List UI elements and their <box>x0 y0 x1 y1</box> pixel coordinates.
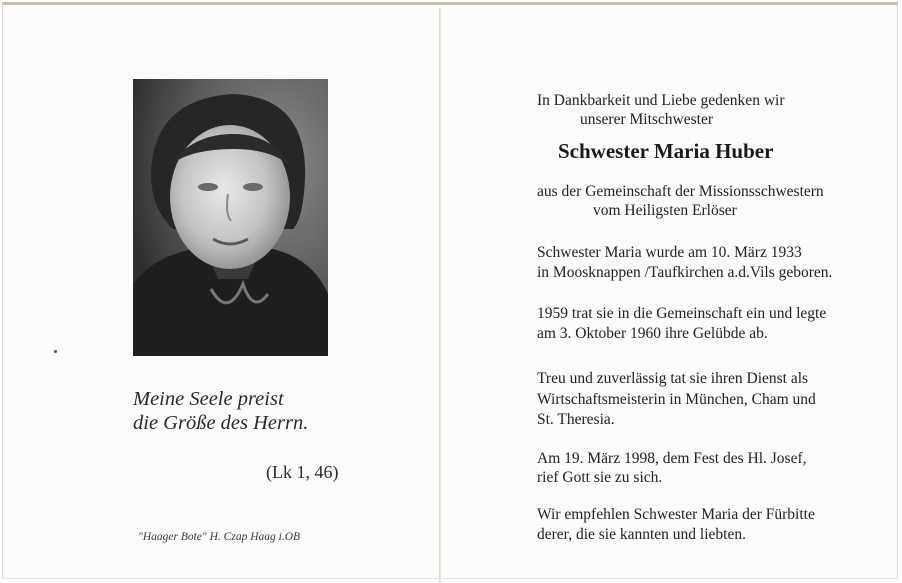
closing-line-2: derer, die sie kannten und liebten. <box>537 526 746 543</box>
community-line-1: aus der Gemeinschaft der Missionsschwestern <box>537 183 824 200</box>
closing-line-1: Wir empfehlen Schwester Maria der Fürbitte <box>537 506 815 523</box>
verse-line-1: Meine Seele preist <box>133 388 284 410</box>
deceased-name: Schwester Maria Huber <box>558 139 774 163</box>
verse-line-2: die Größe des Herrn. <box>133 412 309 434</box>
paper-speck <box>54 350 57 353</box>
service-line-3: St. Theresia. <box>537 411 615 428</box>
community-line-2: vom Heiligsten Erlöser <box>593 202 737 219</box>
card-fold-line <box>439 8 441 582</box>
service-line-2: Wirtschaftsmeisterin in München, Cham und <box>537 391 816 408</box>
vows-line-1: 1959 trat sie in die Gemeinschaft ein und legte <box>537 305 827 322</box>
death-line-2: rief Gott sie zu sich. <box>537 469 663 486</box>
birth-line-1: Schwester Maria wurde am 10. März 1933 <box>537 244 802 261</box>
birth-line-2: in Moosknappen /Taufkirchen a.d.Vils geboren. <box>537 264 833 281</box>
vows-line-2: am 3. Oktober 1960 ihre Gelübde ab. <box>537 325 768 342</box>
verse-reference: (Lk 1, 46) <box>266 462 339 482</box>
portrait-photo <box>133 79 328 356</box>
bible-verse <box>133 387 393 435</box>
service-line-1: Treu und zuverlässig tat sie ihren Dienst als <box>537 370 809 387</box>
intro-line-1: In Dankbarkeit und Liebe gedenken wir <box>537 92 785 109</box>
intro-line-2: unserer Mitschwester <box>580 111 713 128</box>
death-line-1: Am 19. März 1998, dem Fest des Hl. Josef, <box>537 450 807 467</box>
printer-credit: "Haager Bote" H. Czap Haag i.OB <box>138 531 301 543</box>
